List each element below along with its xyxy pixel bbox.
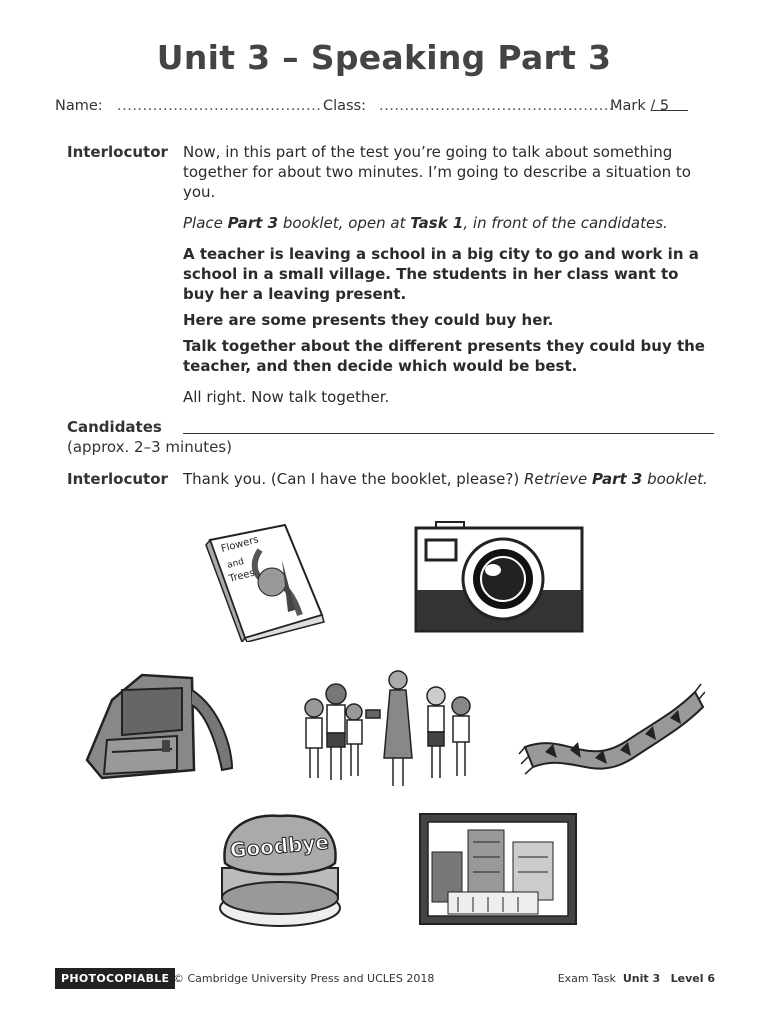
book-icon (200, 520, 330, 642)
name-field[interactable]: ........................................ (117, 98, 322, 114)
students-teacher-icon (296, 668, 486, 790)
backpack-icon (82, 670, 242, 782)
candidates-line (183, 433, 714, 434)
footer (55, 968, 715, 990)
mark-total: / 5 (650, 98, 670, 114)
candidates-label: Candidates (67, 418, 162, 436)
book-title-2: and (226, 556, 246, 571)
name-label: Name: (55, 98, 103, 114)
header-fields (55, 98, 715, 118)
mark-field[interactable] (652, 98, 688, 111)
framed-picture-icon (418, 812, 578, 926)
class-label: Class: (323, 98, 367, 114)
mark-label: Mark (610, 98, 646, 114)
instruction-text: Place Part 3 booklet, open at Task 1, in front of the candidates. (183, 214, 668, 232)
interlocutor-label: Interlocutor (67, 143, 168, 161)
page-title: Unit 3 – Speaking Part 3 (156, 38, 612, 77)
thanks-text: Thank you. (Can I have the booklet, please?) Retrieve Part 3 booklet. (183, 470, 708, 488)
cake-icon (210, 808, 350, 930)
copyright-text: © Cambridge University Press and UCLES 2018 (173, 972, 435, 985)
book-title-3: Trees (227, 567, 256, 585)
situation-text: A teacher is leaving a school in a big city to go and work in a school in a small village. The students in her class want to buy her a leaving present. (183, 245, 699, 303)
cake-text: Goodbye (228, 829, 330, 863)
interlocutor-closing (67, 469, 727, 491)
interlocutor-label-2: Interlocutor (67, 470, 168, 488)
unit-label: Unit 3 (622, 972, 661, 985)
book-title-1: Flowers (219, 534, 260, 555)
all-right-text: All right. Now talk together. (183, 388, 390, 406)
mark-group (610, 98, 669, 114)
talk-text: Talk together about the different presents they could buy the teacher, and then decide which would be best. (183, 337, 705, 375)
scarf-icon (515, 672, 705, 784)
level-label: Level 6 (670, 972, 715, 985)
exam-task-info (558, 972, 715, 985)
candidates-time: (approx. 2–3 minutes) (67, 438, 232, 456)
interlocutor-text (183, 142, 713, 407)
presents-text: Here are some presents they could buy her. (183, 311, 554, 329)
camera-icon (412, 520, 588, 635)
intro-text: Now, in this part of the test you’re going to talk about something together for about two minutes. I’m going to describe a situation to you. (183, 143, 691, 201)
class-field[interactable]: .............................................. (379, 98, 615, 114)
exam-task-label: Exam Task (557, 972, 616, 985)
interlocutor-block (67, 142, 727, 412)
photocopiable-badge: PHOTOCOPIABLE (55, 968, 175, 989)
